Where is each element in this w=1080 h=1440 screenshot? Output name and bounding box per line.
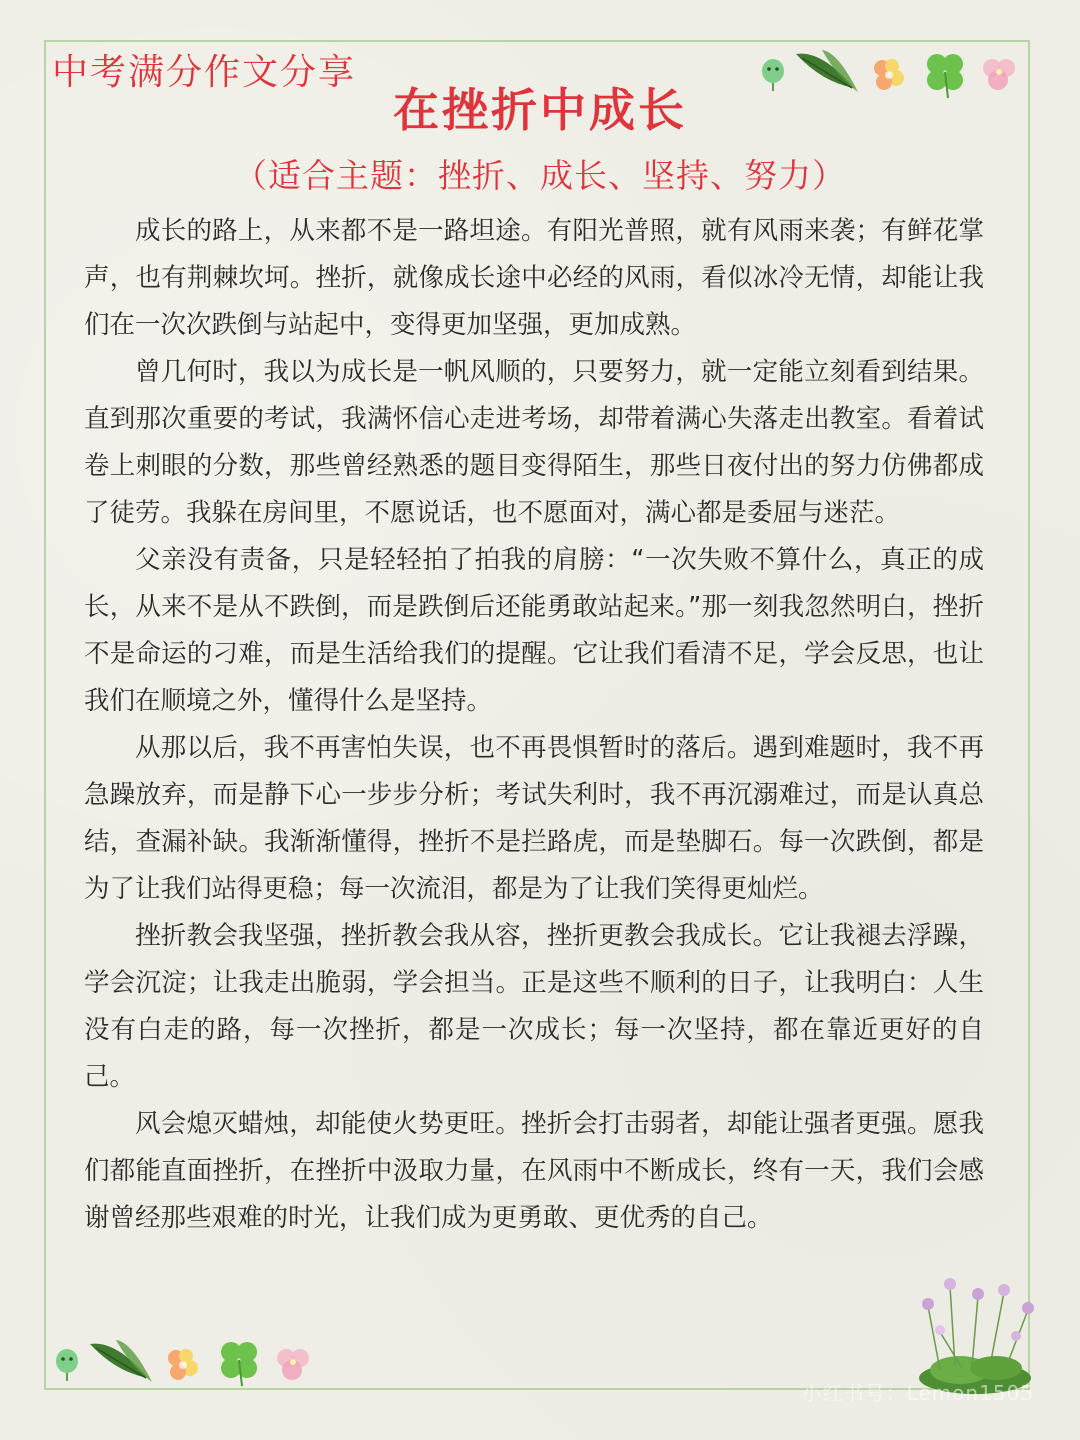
leaf-icon: [792, 48, 864, 98]
flower-icon: [160, 1344, 206, 1390]
blossom-icon: [976, 54, 1024, 98]
essay-paragraph: 父亲没有责备，只是轻轻拍了拍我的肩膀：“一次失败不算什么，真正的成长，从来不是从不跌倒，而是跌倒后还能勇敢站起来。”那一刻我忽然明白，挫折不是命运的刁难，而是生活给我们的提醒。它让我们看清不足，学会反思，也让我们在顺境之外，懂得什么是坚持。: [84, 545, 984, 716]
essay-subtitle: （适合主题：挫折、成长、坚持、努力）: [234, 156, 846, 195]
green-dot-icon: [52, 1346, 82, 1382]
essay-paragraph: 挫折教会我坚强，挫折教会我从容，挫折更教会我成长。它让我褪去浮躁，学会沉淀；让我走出脆弱，学会担当。正是这些不顺利的日子，让我明白：人生没有白走的路，每一次挫折，都是一次成长；每一次坚持，都在靠近更好的自己。: [84, 921, 984, 1092]
essay-paragraph: 从那以后，我不再害怕失误，也不再畏惧暂时的落后。遇到难题时，我不再急躁放弃，而是静下心一步步分析；考试失利时，我不再沉溺难过，而是认真总结，查漏补缺。我渐渐懂得，挫折不是拦路虎，而是垫脚石。每一次跌倒，都是为了让我们站得更稳；每一次流泪，都是为了让我们笑得更灿烂。: [84, 733, 984, 904]
essay-paragraph: 成长的路上，从来都不是一路坦途。有阳光普照，就有风雨来袭；有鲜花掌声，也有荆棘坎坷。挫折，就像成长途中必经的风雨，看似冰冷无情，却能让我们在一次次跌倒与站起中，变得更加坚强，更加成熟。: [84, 216, 984, 340]
essay-paragraph: 曾几何时，我以为成长是一帆风顺的，只要努力，就一定能立刻看到结果。直到那次重要的考试，我满怀信心走进考场，却带着满心失落走出教室。看着试卷上刺眼的分数，那些曾经熟悉的题目变得陌生，那些日夜付出的努力仿佛都成了徒劳。我躲在房间里，不愿说话，也不愿面对，满心都是委屈与迷茫。: [84, 357, 984, 528]
green-dot-icon: [758, 56, 788, 92]
blossom-icon: [270, 1344, 318, 1388]
flower-icon: [866, 54, 912, 100]
clover-icon: [920, 48, 970, 100]
essay-paragraph: 风会熄灭蜡烛，却能使火势更旺。挫折会打击弱者，却能让强者更强。愿我们都能直面挫折，在挫折中汲取力量，在风雨中不断成长，终有一天，我们会感谢曾经那些艰难的时光，让我们成为更勇敢、更优秀的自己。: [84, 1109, 984, 1233]
leaf-icon: [86, 1338, 158, 1388]
header-tag: 中考满分作文分享: [52, 52, 357, 93]
watermark: 小红书号：Lemon1505: [801, 1381, 1034, 1405]
clover-icon: [214, 1336, 264, 1388]
essay-body: [84, 208, 984, 1242]
essay-title: 在挫折中成长: [393, 83, 687, 137]
